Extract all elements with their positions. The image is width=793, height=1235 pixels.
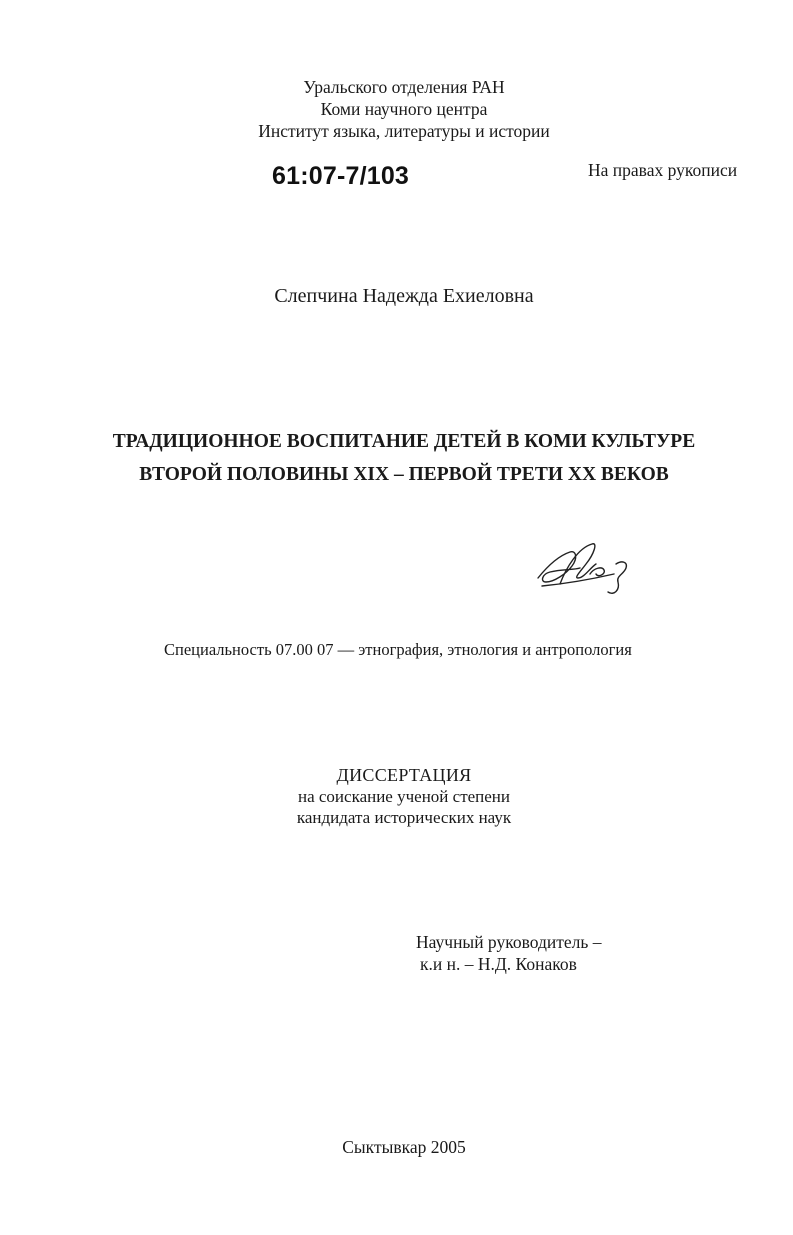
supervisor-name: к.и н. – Н.Д. Конаков bbox=[420, 954, 577, 974]
supervisor-label: Научный руководитель – bbox=[416, 932, 602, 952]
title-line: ТРАДИЦИОННОЕ ВОСПИТАНИЕ ДЕТЕЙ В КОМИ КУЛЬТУРЕ bbox=[112, 431, 696, 452]
author-name: Слепчина Надежда Ехиеловна bbox=[274, 285, 534, 307]
institution-line: Коми научного центра bbox=[320, 99, 488, 119]
degree-line: на соискание ученой степени bbox=[297, 787, 511, 806]
title-line: ВТОРОЙ ПОЛОВИНЫ XIX – ПЕРВОЙ ТРЕТИ XX ВЕКОВ bbox=[139, 464, 669, 485]
institution-line: Уральского отделения РАН bbox=[303, 77, 505, 97]
document-type: ДИССЕРТАЦИЯ bbox=[336, 765, 472, 785]
supervisor-block bbox=[416, 931, 601, 975]
degree-block bbox=[0, 765, 793, 828]
rights-note: На правах рукописи bbox=[588, 160, 738, 180]
specialty-line: Специальность 07.00 07 — этнография, этнология и антропология bbox=[164, 640, 632, 659]
city-year: Сыктывкар 2005 bbox=[342, 1137, 466, 1157]
institution-line: Институт языка, литературы и истории bbox=[258, 121, 550, 141]
degree-line: кандидата исторических наук bbox=[296, 808, 512, 827]
archive-code: 61:07-7/103 bbox=[272, 162, 410, 190]
institution-block bbox=[0, 76, 793, 142]
signature-icon bbox=[532, 538, 642, 600]
dissertation-title bbox=[0, 425, 793, 491]
